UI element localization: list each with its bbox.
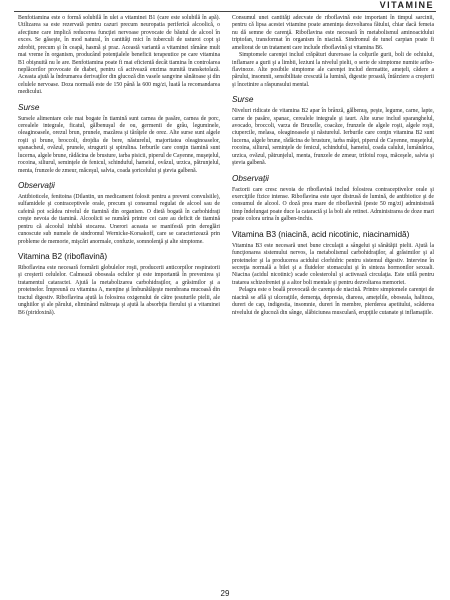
- section-title-sources: Surse: [18, 102, 40, 112]
- running-header: VITAMINE: [379, 0, 434, 10]
- paragraph: Riboflavina este necesară formării globulelor roşii, producerii anticorpilor respiratorii şi creşterii celulelor. Calmează oboseala ochilor şi este importantă în prevenirea şi tratamentul cataractei. Ajută la metabolizarea carbohidraţilor, a grăsimilor şi a proteinelor. Împreună cu vitamina A, menţine şi îmbunătăţeşte membrana mucoasă din tractul digestiv. Riboflavina ajută la folosirea oxigenului de către ţesuturile pielii, ale unghiilor şi ale părului, eliminând mătreaţa şi ajută la absorbţia fierului şi a vitaminei B6 (piridoxină).: [18, 264, 220, 316]
- paragraph: Factorii care cresc nevoia de riboflavină includ folosirea contraceptivelor orale şi exerciţiile fizice intense. Riboflavina este uşor distrusă de lumină, de antibiotice şi de consumul de alcool. O doză prea mare de riboflavină (peste 50 mg/zi) administrată timp îndelungat poate duce la cataractă şi la boli ale retinei. Administrarea de doze mari poate colora urina în galben-inchis.: [232, 186, 434, 223]
- paragraph: Antibioticele, fenitoina (Dilantin, un medicament folosit pentru a preveni convulsiile), sulfamidele şi contraceptivele orale, precum şi consumul regulat de alcool sau de cafeină pot scădea nivelul de tiamină din organism. O dietă bogată în carbohidraţi creşte nevoia de tiamină. Alcoolicii se numără printre cei care au deficit de tiamină pentru că alcoolul inhibă stocarea. Unerori aceasta se manifestă prin dereglări cunoscute sub numele de sindromul Wernicke-Korsakoff, care se caracterizează prin probleme de memorie, mişcări anormale, confuzie, somnolenţă şi alte simptome.: [18, 194, 220, 245]
- paragraph: Simptomele carenţei includ crăpături dureroase la colţurile gurii, boli de ochiului, inflamare a gurii şi a limbii, leziuni la nivelul pielii, o serie de simptome numite aribo-flavinoze. Alte posibile simptome ale carenţei includ dermatite, ameţeli, cădere a părului, insomnii, sensibilitate crescută la lumină, digestie proastă, întârziere a creşterii şi încetinire a răspunsului mental.: [232, 52, 434, 88]
- paragraph: Sursele alimentare cele mai bogate în tiamină sunt carnea de pasăre, carnea de porc, cerealele integrale, ficatul, gălbenuşul de ou, germenii de grâu, leguminele, oleaginoasele, orezul brun, prunele, mazărea şi tărâţele de orez. Alte surse sunt algele roşii şi brune, broccoli, drojdia de bere, năsturelul, majoritatea oleaginoaselor, spanacheul, ovăzul, prunele, strugurii şi spirulina. Ierburile care conţin tiamină sunt lucerna, algele brune, rădăcina de brusture, iarba pisicii, piperul de Cayenne, muşeţelul, rocoina, siliurul, seminţele de fenicul, schinduful, hameiul, ovăzul, urzica, pătrunjelul, menta, frunzele de zmeur, măceşul, salvia, coada şoricelului şi ştevia galbenă.: [18, 115, 220, 174]
- section-title-notes: Observaţii: [232, 173, 269, 183]
- section-title-sources: Surse: [232, 95, 254, 105]
- section-title-vitamin-b2: Vitamina B2 (riboflavină): [18, 251, 108, 261]
- paragraph: Niveluri ridicate de vitamina B2 apar în brânză, gălbenuş, peşte, legume, carne, lapte, carne de pasăre, spanac, cerealele integrale şi iaurt. Alte surse includ sparanghelul, avocado, broccoli, varza de Bruxelle, coacăze, frunzele de algele roşii, algele roşii, ciupercile, melasa, oleaginoasele şi năsturelul. Ierburile care conţin vitamina B2 sunt lucerna, algele brune, rădăcina de brusture, iarba mâţei, piperul de Cayenne, muşeţelul, rocoina, siliurul, seminţele de fenicul, schinduful, hameiul, coada calului, lumânărica, urzica, ovăzul, pătrunjelul, menta, frunzele de zmeur, trifoiul roşu, măceşele, salvia şi ştevia galbenă.: [232, 108, 434, 167]
- paragraph: Vitamina B3 este necesară unei bune circulaţii a sângelui şi sănătăţii pielii. Ajută la funcţionarea sistemului nervos, la metabolismul carbohidraţilor, al grăsimilor şi al proteinelor şi la producerea acidului clorhidric pentru sistemul digestiv. Intervine în secreţia normală a bilei şi a fluidelor stomacului şi în sinteza hormonilor sexuali. Niacina (acidul nicotinic) scade colesterolul şi activează circulaţia. Este utilă pentru tratarea schizofreniei şi a altor boli mentale şi pentru dezvoltarea memoriei.: [232, 242, 434, 286]
- section-title-vitamin-b3: Vitamina B3 (niacină, acid nicotinic, niacinamidă): [232, 229, 410, 239]
- paragraph: Benfotiamina este o formă solubilă în ulei a vitaminei B1 (care este solubilă în apă). Utilizarea sa este rezervată pentru cazuri precum neuropatia periferică alcoolică, o afecţiune care implică reducerea funcţiei nervoase provocate de băutul de alcool în exces. Se găseşte, în mod natural, în cantităţi mici în tuberculi de usturoi copt şi zdrobit, precum şi în ceapă, hasmă şi praz. Această variantă a vitaminei rămâne mult mai vreme în organism, producând potenţialele beneficii terapeutice pe care vitamina B1 obişnuită nu le are. Benfotiamina poate fi mai eficientă decât tiamina în controlarea neplăcerilor provocate de diabet, pentru că activează enzima numită transketolază. Aceasta ajută la îndrumarea derivaţilor din glucoză din vasele sangvine sănătoase şi din celulele nervoase. Doza normală este de 150 până la 600 mg/zi, luată la recomandarea medicului.: [18, 15, 220, 96]
- section-title-notes: Observaţii: [18, 181, 55, 191]
- paragraph: Pelagra este o boală provocată de carenţa de niacină. Printre simptomele carenţei de niacină se află şi ulceraţiile, demenţa, depresia, diareea, ameţelile, oboseala, halitoza, dureri de cap, indigestia, insomnie, dureri în membre, pierderea apetitului, scăderea nivelului de glucoză din sânge, slăbiciunea musculară, erupţiile cutanate şi inflamaţiile.: [232, 287, 434, 316]
- right-column: [232, 15, 434, 317]
- page-number: 29: [220, 589, 230, 598]
- header-rule: [14, 11, 436, 12]
- paragraph: Consumul unei cantităţi adecvate de riboflavină este important în timpul sarcinii, pentru că lipsa acestei vitamine poate ameninţa dezvoltarea fătului, chiar dacă femeia nu dă semne de carenţă. Riboflavina este necesară în metabolismul aminoacidului triptofan, transformat în organism în niacină. Sindromul de tunel carpian poate fi ameliorat de un tratament care include riboflavină şi vitamina B6.: [232, 15, 434, 51]
- left-column: [18, 15, 220, 317]
